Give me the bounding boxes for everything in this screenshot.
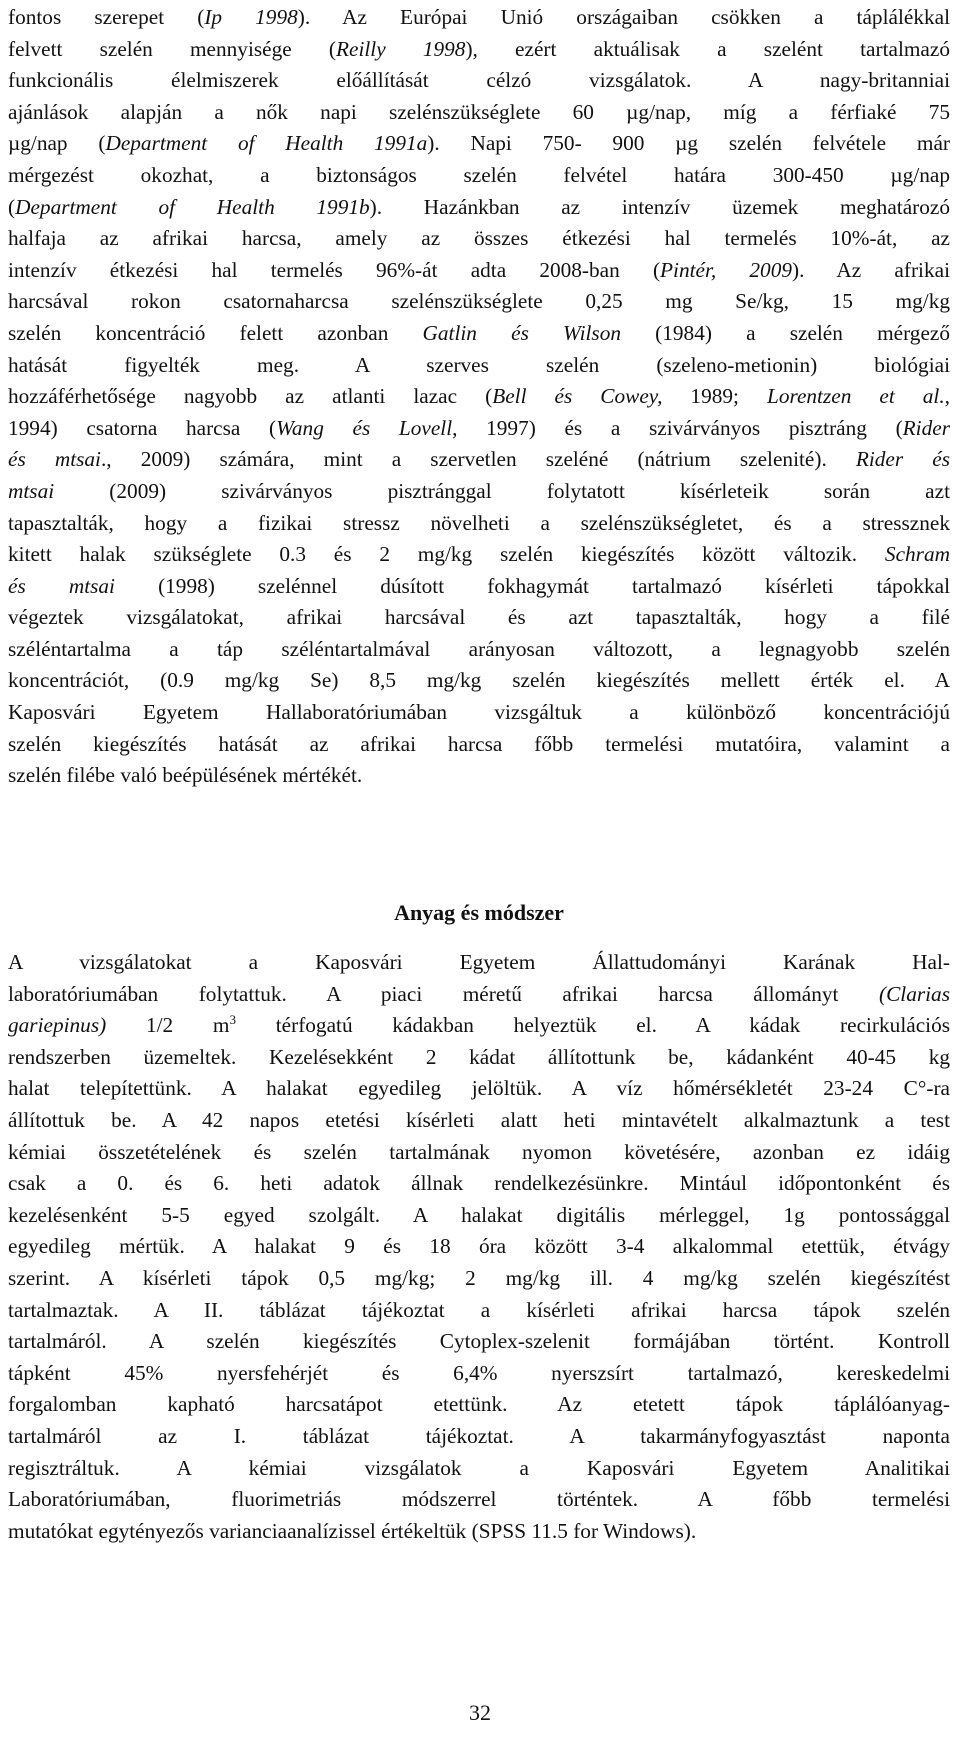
text-line: koncentrációt, (0.9 mg/kg Se) 8,5 mg/kg szelén kiegészítés mellett érték el. A (8, 668, 950, 693)
text-line: szelén filébe való beépülésének mértékét. (8, 763, 363, 788)
text-line: harcsával rokon csatornaharcsa szelénszükséglete 0,25 mg Se/kg, 15 mg/kg (8, 289, 950, 314)
text-line: tartalmáról az I. táblázat tájékoztat. A takarmányfogyasztást naponta (8, 1423, 950, 1448)
text-line: mutatókat egytényezős varianciaanalízissel értékeltük (SPSS 11.5 for Windows). (8, 1518, 697, 1543)
text-line: µg/nap (Department of Health 1991a). Napi 750- 900 µg szelén felvétele már (8, 131, 950, 156)
text-line: tartalmáról. A szelén kiegészítés Cytoplex-szelenit formájában történt. Kontroll (8, 1329, 950, 1354)
text-line: mtsai (2009) szivárványos pisztránggal folytatott kísérleteik során azt (8, 478, 950, 503)
text-line: funkcionális élelmiszerek előállítását célzó vizsgálatok. A nagy-britanniai (8, 68, 950, 93)
text-line: kezelésenként 5-5 egyed szolgált. A halakat digitális mérleggel, 1g pontossággal (8, 1202, 950, 1227)
text-line: regisztráltuk. A kémiai vizsgálatok a Kaposvári Egyetem Analitikai (8, 1455, 950, 1480)
italic-text: Bell és Cowey, (492, 384, 663, 409)
text-line: szelén kiegészítés hatását az afrikai harcsa főbb termelési mutatóira, valamint a (8, 731, 950, 756)
text-line: intenzív étkezési hal termelés 96%-át adta 2008-ban (Pintér, 2009). Az afrikai (8, 257, 950, 282)
page-number: 32 (469, 1700, 491, 1725)
text-line: mérgezést okozhat, a biztonságos szelén felvétel határa 300-450 µg/nap (8, 162, 950, 187)
text-line: tartalmaztak. A II. táblázat tájékoztat a kísérleti afrikai harcsa tápok szelén (8, 1297, 950, 1322)
text-line: állítottuk be. A 42 napos etetési kísérleti alatt heti mintavételt alkalmaztunk a test (8, 1107, 950, 1132)
text-line: (Department of Health 1991b). Hazánkban az intenzív üzemek meghatározó (8, 194, 950, 219)
text-line: ajánlások alapján a nők napi szelénszükséglete 60 µg/nap, míg a férfiaké 75 (8, 99, 950, 124)
text-line: gariepinus) 1/2 $m^3$ térfogatú kádakban helyeztük el. A kádak recirkulációs (8, 1012, 951, 1038)
italic-text: Schram (884, 542, 950, 567)
text-line: A vizsgálatokat a Kaposvári Egyetem Állattudományi Karának Hal- (8, 950, 950, 974)
text-line: hatását figyelték meg. A szerves szelén (szeleno-metionin) biológiai (8, 352, 950, 377)
text-line: végeztek vizsgálatokat, afrikai harcsával és azt tapasztalták, hogy a filé (8, 605, 950, 630)
italic-text: Rider és (855, 447, 950, 472)
text-line: halat telepítettünk. A halakat egyedileg jelöltük. A víz hőmérsékletét 23-24 C°-ra (8, 1076, 950, 1101)
text-line: fontos szerepet (Ip 1998). Az Európai Unió országaiban csökken a táplálékkal (8, 5, 950, 29)
text-line: kitett halak szükséglete 0.3 és 2 mg/kg szelén kiegészítés között változik. Schram (8, 542, 950, 567)
text-line: laboratóriumában folytattuk. A piaci méretű afrikai harcsa állományt (Clarias (8, 981, 950, 1006)
italic-text: és mtsai (8, 447, 101, 472)
italic-text: Pintér, 2009 (660, 257, 792, 282)
text-line: és mtsai (1998) szelénnel dúsított fokhagymát tartalmazó kísérleti tápokkal (8, 573, 951, 598)
superscript: 3 (229, 1012, 236, 1028)
italic-text: gariepinus) (8, 1013, 107, 1038)
text-line: tápként 45% nyersfehérjét és 6,4% nyerszsírt tartalmazó, kereskedelmi (8, 1360, 950, 1385)
text-line: halfaja az afrikai harcsa, amely az összes étkezési hal termelés 10%-át, az (8, 226, 950, 251)
italic-text: Gatlin és Wilson (422, 320, 621, 345)
italic-text: és mtsai (8, 573, 115, 598)
intro-paragraph (8, 2, 950, 792)
text-line: rendszerben üzemeltek. Kezelésekként 2 kádat állítottunk be, kádanként 40-45 kg (8, 1044, 950, 1069)
italic-text: Department of Health 1991a (105, 131, 428, 156)
text-line: Kaposvári Egyetem Hallaboratóriumában vizsgáltuk a különböző koncentrációjú (8, 700, 950, 725)
text-line: forgalomban kapható harcsatápot etettünk. Az etetett tápok táplálóanyag- (8, 1392, 950, 1417)
text-line: hozzáférhetősége nagyobb az atlanti lazac (Bell és Cowey, 1989; Lorentzen et al., (8, 384, 950, 409)
italic-text: Reilly 1998 (336, 36, 466, 61)
italic-text: mtsai (8, 478, 55, 503)
italic-text: Rider (902, 415, 950, 440)
methods-paragraph (8, 947, 950, 1547)
text-line: csak a 0. és 6. heti adatok állnak rendelkezésünkre. Mintául időpontonként és (8, 1171, 950, 1196)
italic-text: (Clarias (878, 981, 950, 1006)
text-line: Laboratóriumában, fluorimetriás módszerrel történtek. A főbb termelési (8, 1487, 950, 1512)
italic-text: Ip 1998 (204, 5, 298, 29)
text-line: felvett szelén mennyisége (Reilly 1998), ezért aktuálisak a szelént tartalmazó (8, 36, 950, 61)
italic-text: Lorentzen et al. (766, 384, 945, 409)
text-line: szerint. A kísérleti tápok 0,5 mg/kg; 2 mg/kg ill. 4 mg/kg szelén kiegészítést (8, 1265, 950, 1290)
text-line: tapasztalták, hogy a fizikai stressz növelheti a szelénszükségletet, és a stressznek (8, 510, 950, 535)
text-line: kémiai összetételének és szelén tartalmának nyomon követésére, azonban ez idáig (8, 1139, 950, 1164)
text-line: szelén koncentráció felett azonban Gatlin és Wilson (1984) a szelén mérgező (8, 320, 950, 345)
text-line: és mtsai., 2009) számára, mint a szervetlen szeléné (nátrium szelenité). Rider és (8, 447, 950, 472)
italic-text: Department of Health 1991b (15, 194, 370, 219)
section-heading: Anyag és módszer (394, 900, 564, 925)
text-line: egyedileg mértük. A halakat 9 és 18 óra között 3-4 alkalommal etettük, étvágy (8, 1234, 950, 1259)
text-line: 1994) csatorna harcsa (Wang és Lovell, 1997) és a szivárványos pisztráng (Rider (8, 415, 950, 440)
italic-text: Wang és Lovell (276, 415, 453, 440)
text-line: széléntartalma a táp széléntartalmával arányosan változott, a legnagyobb szelén (8, 636, 950, 661)
